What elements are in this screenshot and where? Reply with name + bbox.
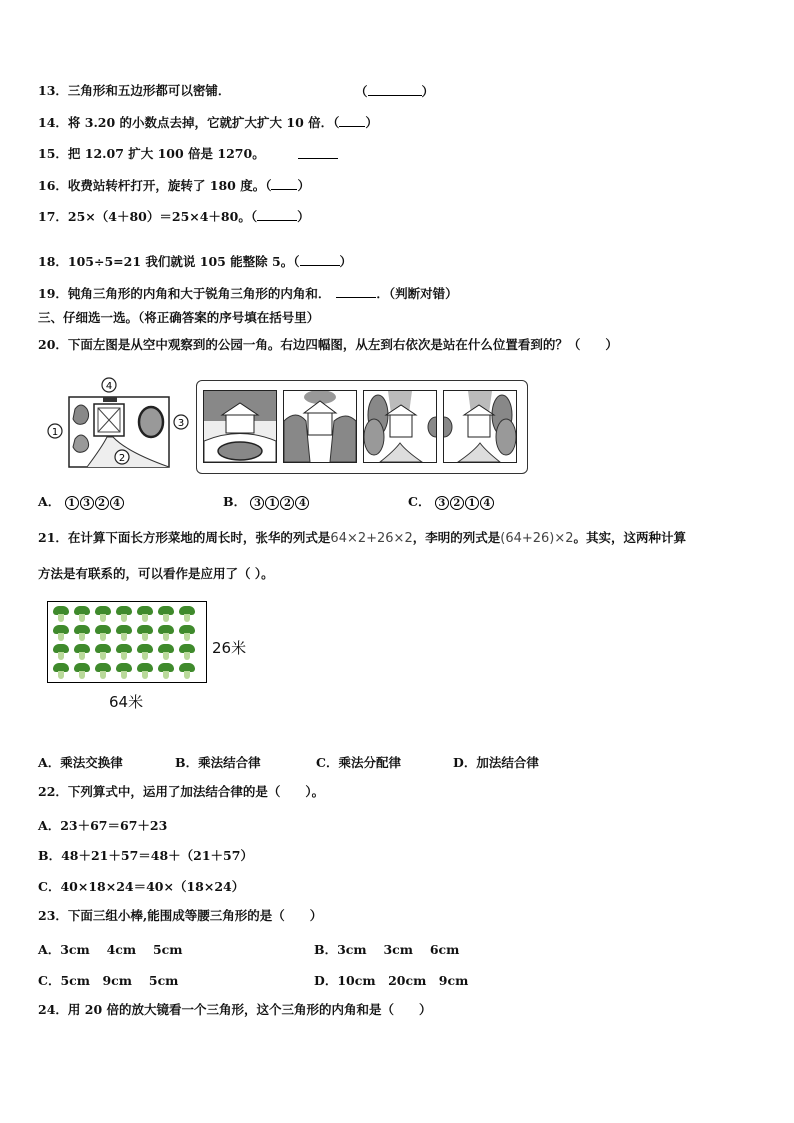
vegetable-icon bbox=[73, 644, 91, 660]
question-15 bbox=[38, 146, 265, 162]
option-21-b[interactable]: B．乘法结合律 bbox=[175, 755, 261, 770]
question-text: 把 12.07 扩大 100 倍是 1270。 bbox=[67, 146, 265, 161]
formula-liming: (64+26)×2 bbox=[500, 531, 574, 546]
question-23 bbox=[38, 908, 322, 924]
vegetable-icon bbox=[52, 663, 70, 679]
svg-text:3: 3 bbox=[177, 418, 185, 429]
vegetable-icon bbox=[94, 606, 112, 622]
option-21-d[interactable]: D．加法结合律 bbox=[453, 755, 539, 770]
option-23-a[interactable]: A．3cm 4cm 5cm bbox=[38, 942, 183, 957]
vegetable-icon bbox=[157, 625, 175, 641]
view-panel-4 bbox=[443, 390, 517, 463]
svg-text:2: 2 bbox=[118, 453, 126, 464]
section-heading: 三、仔细选一选。（将正确答案的序号填在括号里） bbox=[38, 310, 320, 325]
circled-number-icon: 2 bbox=[280, 496, 294, 510]
question-20 bbox=[38, 337, 618, 353]
question-24 bbox=[38, 1002, 432, 1018]
option-21-a[interactable]: A．乘法交换律 bbox=[38, 755, 123, 770]
vegetable-icon bbox=[115, 606, 133, 622]
question-number: 20． bbox=[38, 337, 68, 352]
question-text: 将 3.20 的小数点去掉，它就扩大扩大 10 倍．（ bbox=[67, 115, 340, 130]
svg-text:1: 1 bbox=[51, 427, 59, 438]
question-number: 18． bbox=[38, 254, 68, 269]
question-number: 21． bbox=[38, 530, 68, 545]
vegetable-icon bbox=[94, 625, 112, 641]
question-number: 23． bbox=[38, 908, 68, 923]
vegetable-icon bbox=[157, 644, 175, 660]
four-views-figure bbox=[196, 380, 528, 474]
vegetable-icon bbox=[136, 606, 154, 622]
view-panel-1 bbox=[203, 390, 277, 463]
vegetable-icon bbox=[73, 663, 91, 679]
option-22-b[interactable]: B．48＋21＋57＝48＋（21＋57） bbox=[38, 848, 253, 863]
question-text: 下列算式中，运用了加法结合律的是（ ）。 bbox=[67, 784, 325, 799]
vegetable-icon bbox=[136, 663, 154, 679]
option-22-a[interactable]: A．23＋67＝67＋23 bbox=[38, 818, 168, 833]
question-17: 17．25×（4＋80）＝25×4＋80。（ ） bbox=[38, 209, 310, 224]
view-panel-3 bbox=[363, 390, 437, 463]
question-19: 19．钝角三角形的内角和大于锐角三角形的内角和． ．（判断对错） bbox=[38, 286, 458, 301]
option-23-b[interactable]: B．3cm 3cm 6cm bbox=[314, 942, 460, 957]
question-number: 13． bbox=[38, 83, 68, 98]
vegetable-icon bbox=[94, 644, 112, 660]
option-23-c[interactable]: C．5cm 9cm 5cm bbox=[38, 973, 179, 988]
vegetable-field-figure bbox=[47, 601, 207, 683]
question-21: 21．在计算下面长方形菜地的周长时，张华的列式是64×2+26×2，李明的列式是(64+26)×2。其实，这两种计算 bbox=[38, 530, 687, 546]
question-13 bbox=[38, 83, 230, 99]
answer-blank-15[interactable] bbox=[298, 146, 338, 163]
circled-number-icon: 4 bbox=[110, 496, 124, 510]
question-21-line2: 方法是有联系的，可以看作是应用了（ ）。 bbox=[38, 566, 274, 581]
vegetable-icon bbox=[115, 644, 133, 660]
vegetable-icon bbox=[178, 663, 196, 679]
answer-blank-16[interactable] bbox=[271, 177, 297, 190]
vegetable-icon bbox=[178, 644, 196, 660]
question-number: 14． bbox=[38, 115, 68, 130]
circled-number-icon: 4 bbox=[480, 496, 494, 510]
view-panel-2 bbox=[283, 390, 357, 463]
circled-number-icon: 3 bbox=[435, 496, 449, 510]
vegetable-icon bbox=[136, 644, 154, 660]
formula-zhanghua: 64×2+26×2 bbox=[330, 531, 413, 546]
answer-blank-19[interactable] bbox=[336, 285, 376, 298]
question-16: 16．收费站转杆打开，旋转了 180 度。（ ） bbox=[38, 178, 310, 193]
question-text: 用 20 倍的放大镜看一个三角形，这个三角形的内角和是（ ） bbox=[67, 1002, 432, 1017]
pavilion-view-icon bbox=[284, 391, 356, 462]
option-23-d[interactable]: D．10cm 20cm 9cm bbox=[314, 973, 469, 988]
question-text: 钝角三角形的内角和大于锐角三角形的内角和． bbox=[67, 286, 331, 301]
question-14: 14．将 3.20 的小数点去掉，它就扩大扩大 10 倍．（ ） bbox=[38, 115, 378, 130]
option-21-c[interactable]: C．乘法分配律 bbox=[316, 755, 401, 770]
option-22-c[interactable]: C．40×18×24＝40×（18×24） bbox=[38, 879, 245, 894]
vegetable-icon bbox=[73, 625, 91, 641]
vegetable-icon bbox=[115, 663, 133, 679]
question-number: 16． bbox=[38, 178, 68, 193]
vegetable-icon bbox=[52, 644, 70, 660]
answer-blank-14[interactable] bbox=[339, 114, 365, 127]
vegetable-icon bbox=[52, 606, 70, 622]
question-number: 15． bbox=[38, 146, 68, 161]
pavilion-view-icon bbox=[444, 391, 516, 462]
park-map-icon bbox=[47, 377, 192, 469]
circled-number-icon: 4 bbox=[295, 496, 309, 510]
question-text: 25×（4＋80）＝25×4＋80。（ bbox=[67, 209, 258, 224]
question-22 bbox=[38, 784, 324, 800]
vegetable-icon bbox=[136, 625, 154, 641]
pavilion-view-icon bbox=[204, 391, 276, 462]
vegetable-icon bbox=[115, 625, 133, 641]
question-18: 18．105÷5=21 我们就说 105 能整除 5。（ ） bbox=[38, 254, 353, 269]
question-text: 下面三组小棒,能围成等腰三角形的是（ ） bbox=[67, 908, 323, 923]
answer-blank-18[interactable] bbox=[300, 253, 340, 266]
circled-number-icon: 2 bbox=[95, 496, 109, 510]
park-aerial-view-figure bbox=[47, 377, 192, 469]
question-number: 17． bbox=[38, 209, 68, 224]
answer-blank-13[interactable]: （ ） bbox=[355, 84, 435, 99]
question-text: 收费站转杆打开，旋转了 180 度。（ bbox=[67, 178, 272, 193]
vegetable-icon bbox=[178, 625, 196, 641]
question-text: 下面左图是从空中观察到的公园一角。右边四幅图，从左到右依次是站在什么位置看到的？（ ） bbox=[67, 337, 618, 352]
question-number: 19． bbox=[38, 286, 68, 301]
circled-number-icon: 2 bbox=[450, 496, 464, 510]
vegetable-icon bbox=[73, 606, 91, 622]
question-text: 105÷5=21 我们就说 105 能整除 5。（ bbox=[67, 254, 300, 269]
blank-line[interactable] bbox=[298, 146, 338, 159]
vegetable-icon bbox=[52, 625, 70, 641]
circled-number-icon: 1 bbox=[65, 496, 79, 510]
question-text: 三角形和五边形都可以密铺． bbox=[67, 83, 231, 98]
circled-number-icon: 1 bbox=[265, 496, 279, 510]
blank-line[interactable] bbox=[368, 83, 422, 96]
question-number: 22． bbox=[38, 784, 68, 799]
circled-number-icon: 3 bbox=[250, 496, 264, 510]
height-label: 26米 bbox=[212, 639, 247, 657]
option-20-a[interactable]: A． 1 3 2 4 bbox=[38, 492, 125, 510]
vegetable-icon bbox=[178, 606, 196, 622]
vegetable-grid bbox=[52, 606, 198, 680]
vegetable-icon bbox=[157, 606, 175, 622]
option-20-c[interactable]: C． 3 2 1 4 bbox=[408, 492, 495, 510]
circled-number-icon: 1 bbox=[465, 496, 479, 510]
width-label: 64米 bbox=[109, 693, 144, 711]
question-number: 24． bbox=[38, 1002, 68, 1017]
vegetable-icon bbox=[157, 663, 175, 679]
pavilion-view-icon bbox=[364, 391, 436, 462]
svg-text:4: 4 bbox=[105, 381, 113, 392]
vegetable-icon bbox=[94, 663, 112, 679]
circled-number-icon: 3 bbox=[80, 496, 94, 510]
answer-blank-17[interactable] bbox=[257, 208, 297, 221]
option-20-b[interactable]: B． 3 1 2 4 bbox=[223, 492, 310, 510]
